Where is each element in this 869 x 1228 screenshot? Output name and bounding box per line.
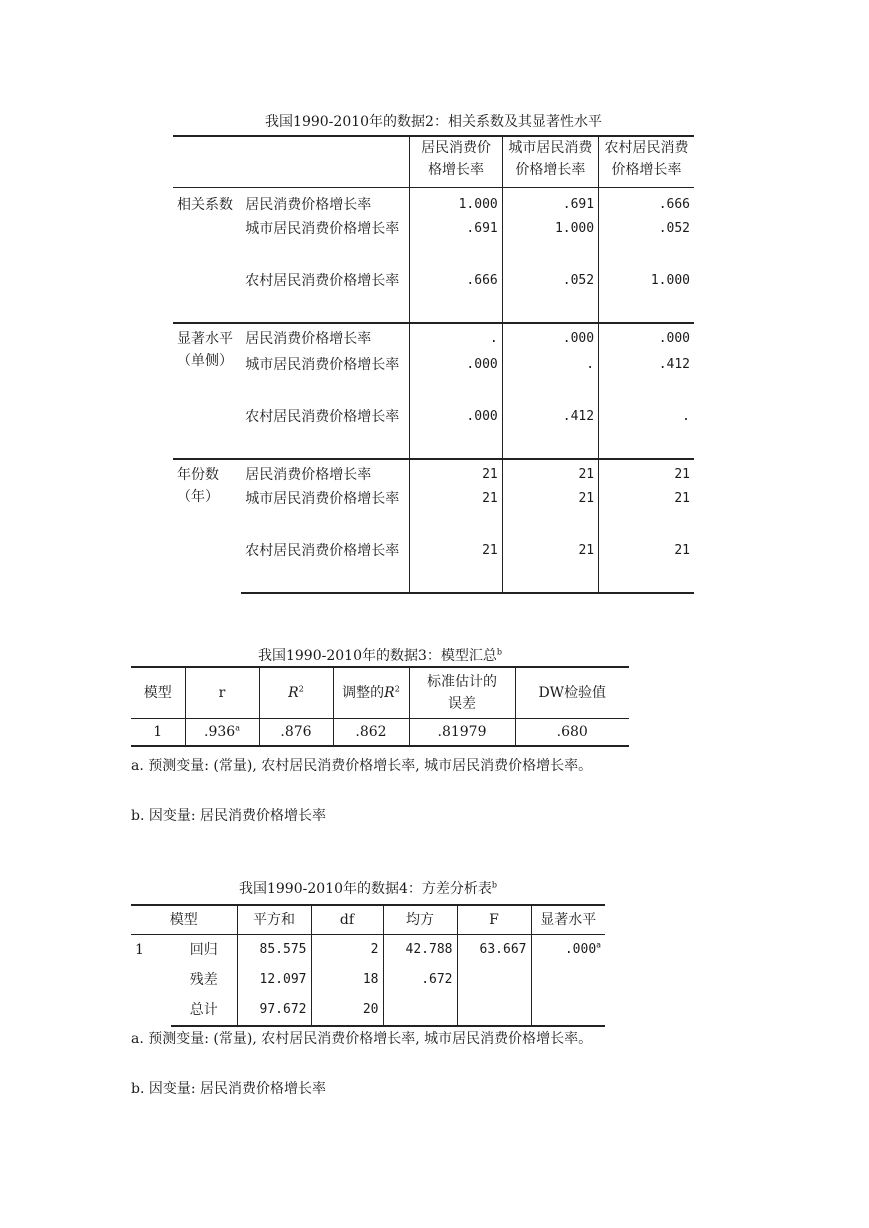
r2-symbol: R — [288, 685, 299, 701]
cell: 21 — [599, 459, 694, 488]
table-row — [173, 488, 694, 540]
col-header: 居民消费价格增长率 — [410, 136, 502, 188]
col-header: F — [457, 905, 531, 935]
table-row — [173, 323, 694, 354]
table-row — [173, 354, 694, 406]
cell — [457, 995, 531, 1026]
cell: . — [410, 323, 502, 354]
cell: 1 — [131, 719, 185, 747]
cell: 21 — [410, 488, 502, 540]
model-summary-table — [131, 666, 629, 747]
cell: 18 — [311, 965, 383, 995]
col-header: 模型 — [131, 905, 237, 935]
group-label: 相关系数 — [177, 197, 233, 213]
cell: .000 — [502, 323, 598, 354]
model-number: 1 — [135, 942, 144, 958]
cell: 21 — [599, 540, 694, 593]
caption-footnote-mark: b — [496, 647, 503, 657]
table-row — [173, 218, 694, 270]
cell: 1.000 — [599, 270, 694, 323]
cell: .680 — [515, 719, 629, 747]
superscript: 2 — [298, 684, 304, 694]
cell: .691 — [502, 188, 598, 219]
table3-caption — [131, 645, 629, 665]
cell: . — [599, 406, 694, 459]
col-header: 平方和 — [237, 905, 311, 935]
cell: 63.667 — [457, 935, 531, 966]
cell: 85.575 — [237, 935, 311, 966]
row-label: 总计 — [171, 995, 237, 1026]
col-header: 模型 — [131, 667, 185, 719]
table2-caption: 我国1990-2010年的数据2：相关系数及其显著性水平 — [265, 114, 602, 130]
cell: 21 — [599, 488, 694, 540]
cell: .052 — [502, 270, 598, 323]
caption-text: 我国1990-2010年的数据3：模型汇总 — [257, 648, 497, 664]
row-label: 农村居民消费价格增长率 — [241, 540, 410, 593]
footnote-mark: a — [596, 940, 601, 950]
cell: .000 — [410, 406, 502, 459]
row-label: 居民消费价格增长率 — [245, 197, 372, 213]
table4-caption — [131, 878, 605, 898]
table-row — [173, 406, 694, 459]
row-label: 居民消费价格增长率 — [241, 323, 410, 354]
row-label: 农村居民消费价格增长率 — [245, 273, 400, 289]
col-header: df — [311, 905, 383, 935]
r2-symbol: R — [384, 685, 395, 701]
row-label: 残差 — [189, 972, 218, 988]
table-row — [131, 719, 629, 747]
table-row — [131, 965, 605, 995]
cell: .666 — [599, 188, 694, 219]
row-label: 居民消费价格增长率 — [241, 459, 410, 488]
col-header: 均方 — [383, 905, 457, 935]
cell: .876 — [259, 719, 333, 747]
cell: . — [502, 354, 598, 406]
cell: .412 — [502, 406, 598, 459]
table-row — [173, 459, 694, 488]
adj-prefix: 调整的 — [342, 685, 385, 701]
cell-value: .000 — [564, 942, 597, 957]
table3-note-a: a. 预测变量: (常量), 农村居民消费价格增长率, 城市居民消费价格增长率。 — [131, 758, 593, 774]
cell: 42.788 — [383, 935, 457, 966]
col-header: DW检验值 — [515, 667, 629, 719]
table4-note-a: a. 预测变量: (常量), 农村居民消费价格增长率, 城市居民消费价格增长率。 — [131, 1031, 593, 1047]
anova-table — [131, 904, 605, 1027]
cell: 12.097 — [237, 965, 311, 995]
superscript: 2 — [394, 684, 400, 694]
table-row — [173, 270, 694, 323]
cell — [185, 719, 259, 747]
table3-note-b: b. 因变量: 居民消费价格增长率 — [131, 808, 327, 824]
cell — [531, 995, 605, 1026]
col-header: 显著水平 — [531, 905, 605, 935]
cell: 21 — [502, 488, 598, 540]
cell: .691 — [410, 218, 502, 270]
caption-text: 我国1990-2010年的数据4：方差分析表 — [238, 881, 492, 897]
row-label: 城市居民消费价格增长率 — [245, 491, 400, 507]
cell — [531, 965, 605, 995]
cell: 21 — [410, 459, 502, 488]
cell: .412 — [599, 354, 694, 406]
footnote-mark: a — [235, 723, 240, 733]
cell: .81979 — [409, 719, 515, 747]
cell — [531, 935, 605, 966]
table-row — [173, 540, 694, 593]
cell: .666 — [410, 270, 502, 323]
table4-note-b: b. 因变量: 居民消费价格增长率 — [131, 1081, 327, 1097]
col-header — [259, 667, 333, 719]
cell: 21 — [502, 459, 598, 488]
table-row — [131, 935, 605, 966]
row-label: 城市居民消费价格增长率 — [245, 221, 400, 237]
cell: 20 — [311, 995, 383, 1026]
cell: .052 — [599, 218, 694, 270]
cell-value: .936 — [204, 724, 236, 740]
cell — [457, 965, 531, 995]
group-label: 年份数（年） — [173, 459, 241, 593]
table-row — [173, 188, 694, 219]
table-row — [131, 995, 605, 1026]
col-header: 城市居民消费价格增长率 — [502, 136, 598, 188]
header-blank — [173, 136, 410, 188]
correlation-table — [173, 135, 694, 594]
cell: 1.000 — [502, 218, 598, 270]
col-header: r — [185, 667, 259, 719]
cell: .672 — [383, 965, 457, 995]
caption-footnote-mark: b — [491, 880, 498, 890]
cell — [383, 995, 457, 1026]
cell: 21 — [410, 540, 502, 593]
row-label: 城市居民消费价格增长率 — [245, 357, 400, 373]
group-label: 显著水平（单侧） — [173, 323, 241, 459]
cell: 2 — [311, 935, 383, 966]
cell: 1.000 — [410, 188, 502, 219]
row-label: 回归 — [189, 942, 218, 958]
row-label: 农村居民消费价格增长率 — [245, 409, 400, 425]
cell: .000 — [410, 354, 502, 406]
col-header: 标准估计的误差 — [409, 667, 515, 719]
col-header: 农村居民消费价格增长率 — [599, 136, 694, 188]
col-header — [333, 667, 409, 719]
cell: .000 — [599, 323, 694, 354]
cell: .862 — [333, 719, 409, 747]
cell: 97.672 — [237, 995, 311, 1026]
cell: 21 — [502, 540, 598, 593]
